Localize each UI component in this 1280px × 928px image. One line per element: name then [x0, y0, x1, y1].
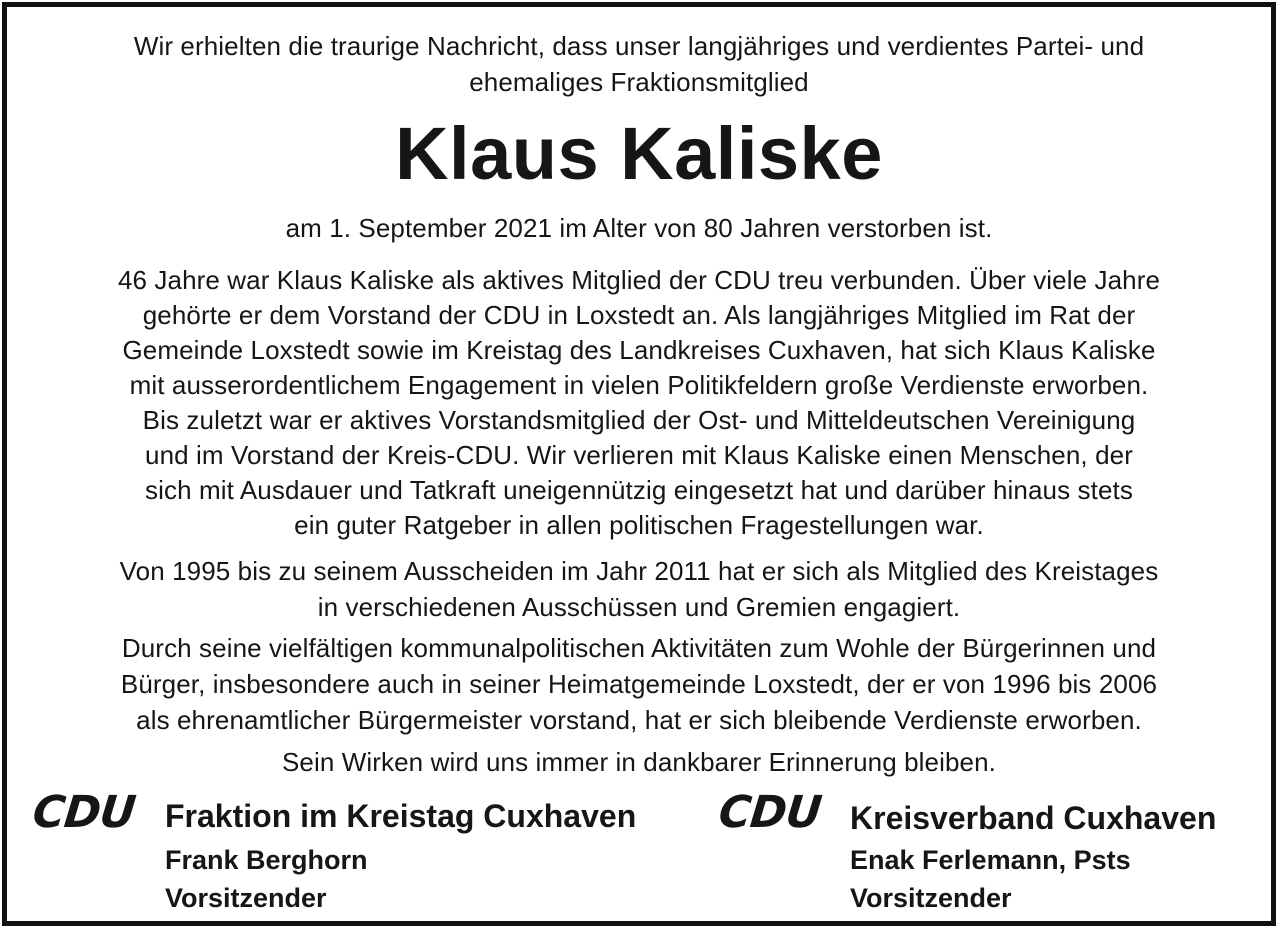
deceased-name: Klaus Kaliske	[395, 112, 883, 195]
paragraph-1-line-8: ein guter Ratgeber in allen politischen Fragestellungen war.	[294, 510, 984, 540]
paragraph-1-line-6: und im Vorstand der Kreis-CDU. Wir verlieren mit Klaus Kaliske einen Menschen, der	[145, 440, 1133, 470]
signature-left-organization: Fraktion im Kreistag Cuxhaven	[165, 798, 637, 834]
intro-line-2: ehemaliges Fraktionsmitglied	[469, 67, 809, 97]
paragraph-3-line-2: Bürger, insbesondere auch in seiner Heimatgemeinde Loxstedt, der er von 1996 bis 2006	[120, 669, 1158, 699]
signature-right-role: Vorsitzender	[850, 883, 1012, 913]
signature-left-person: Frank Berghorn	[165, 845, 368, 875]
signature-left-role: Vorsitzender	[165, 883, 327, 913]
signature-right-person: Enak Ferlemann, Psts	[850, 845, 1131, 875]
signature-right-organization: Kreisverband Cuxhaven	[850, 800, 1217, 836]
paragraph-2-line-1: Von 1995 bis zu seinem Ausscheiden im Jahr 2011 hat er sich als Mitglied des Kreistages	[119, 556, 1159, 586]
paragraph-2-line-2: in verschiedenen Ausschüssen und Gremien engagiert.	[317, 592, 961, 622]
obituary-notice	[2, 2, 1276, 926]
paragraph-3-line-3: als ehrenamtlicher Bürgermeister vorstand, hat er sich bleibende Verdienste erworben.	[136, 705, 1142, 735]
paragraph-1-line-5: Bis zuletzt war er aktives Vorstandsmitglied der Ost- und Mitteldeutschen Vereinigung	[142, 405, 1136, 435]
paragraph-1-line-3: Gemeinde Loxstedt sowie im Kreistag des Landkreises Cuxhaven, hat sich Klaus Kaliske	[122, 335, 1156, 365]
closing-line: Sein Wirken wird uns immer in dankbarer Erinnerung bleiben.	[281, 747, 996, 777]
paragraph-3-line-1: Durch seine vielfältigen kommunalpolitischen Aktivitäten zum Wohle der Bürgerinnen und	[121, 633, 1157, 663]
paragraph-1-line-4: mit ausserordentlichem Engagement in vielen Politikfeldern große Verdienste erworben.	[129, 370, 1149, 400]
paragraph-1-line-1: 46 Jahre war Klaus Kaliske als aktives Mitglied der CDU treu verbunden. Über viele Jahre	[117, 265, 1161, 295]
paragraph-1-line-7: sich mit Ausdauer und Tatkraft uneigennützig eingesetzt hat und darüber hinaus stets	[145, 475, 1133, 505]
cdu-logo-right: CDU	[716, 787, 824, 838]
paragraph-1-line-2: gehörte er dem Vorstand der CDU in Loxstedt an. Als langjähriges Mitglied im Rat der	[142, 300, 1136, 330]
cdu-logo-left: CDU	[30, 787, 138, 838]
death-line: am 1. September 2021 im Alter von 80 Jahren verstorben ist.	[285, 213, 993, 243]
intro-line-1: Wir erhielten die traurige Nachricht, dass unser langjähriges und verdientes Partei- und	[133, 31, 1145, 61]
